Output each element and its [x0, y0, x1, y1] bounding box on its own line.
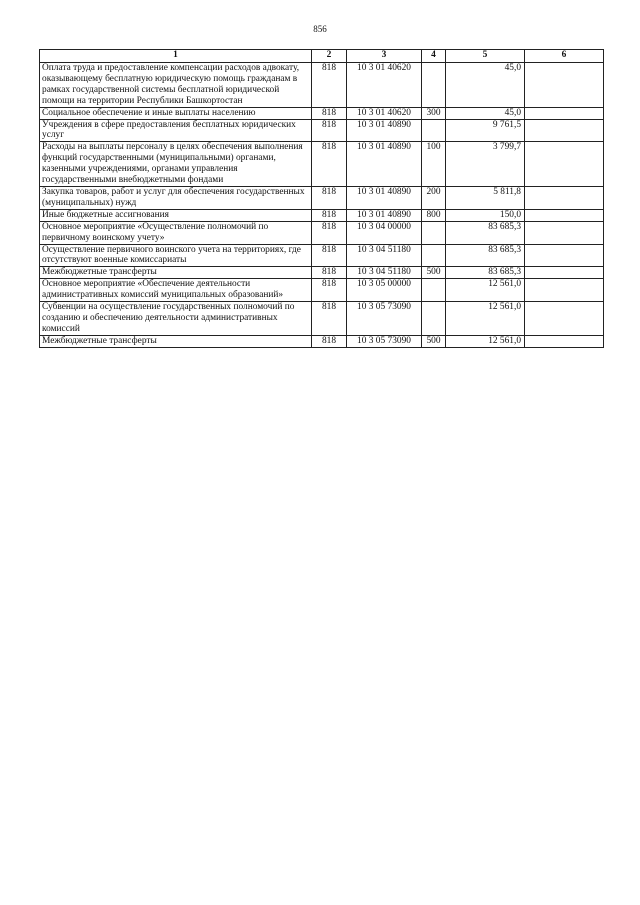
row-expense-type: [422, 119, 446, 142]
row-department-code: 818: [312, 119, 347, 142]
row-col6: [525, 63, 604, 108]
row-department-code: 818: [312, 107, 347, 119]
row-amount: 83 685,3: [446, 221, 525, 244]
row-department-code: 818: [312, 244, 347, 267]
row-col6: [525, 142, 604, 187]
row-expense-type: [422, 244, 446, 267]
row-col6: [525, 302, 604, 336]
row-expense-type: 500: [422, 267, 446, 279]
row-target-article: 10 3 05 00000: [347, 279, 422, 302]
row-col6: [525, 107, 604, 119]
table-header-row: [40, 50, 604, 63]
table-row: [40, 186, 604, 209]
budget-table: [39, 49, 604, 348]
row-expense-type: 800: [422, 209, 446, 221]
row-amount: 12 561,0: [446, 302, 525, 336]
row-target-article: 10 3 01 40890: [347, 209, 422, 221]
row-target-article: 10 3 05 73090: [347, 302, 422, 336]
row-name: Межбюджетные трансферты: [40, 267, 312, 279]
row-target-article: 10 3 04 51180: [347, 267, 422, 279]
table-row: [40, 335, 604, 347]
table-row: [40, 209, 604, 221]
row-department-code: 818: [312, 279, 347, 302]
row-name: Осуществление первичного воинского учета на территориях, где отсутствуют военные комиссариаты: [40, 244, 312, 267]
row-target-article: 10 3 05 73090: [347, 335, 422, 347]
row-expense-type: [422, 302, 446, 336]
row-name: Оплата труда и предоставление компенсации расходов адвокату, оказывающему бесплатную юридическую помощь гражданам в рамках государственной системы бесплатной юридической помощи на территории Республики Башкортостан: [40, 63, 312, 108]
row-amount: 45,0: [446, 63, 525, 108]
table-row: [40, 63, 604, 108]
table-row: [40, 107, 604, 119]
row-expense-type: [422, 63, 446, 108]
table-row: [40, 279, 604, 302]
row-col6: [525, 221, 604, 244]
row-department-code: 818: [312, 302, 347, 336]
table-row: [40, 119, 604, 142]
row-department-code: 818: [312, 209, 347, 221]
row-department-code: 818: [312, 186, 347, 209]
row-department-code: 818: [312, 335, 347, 347]
row-amount: 45,0: [446, 107, 525, 119]
row-col6: [525, 186, 604, 209]
row-col6: [525, 335, 604, 347]
column-header-6: 6: [525, 50, 604, 63]
row-expense-type: [422, 279, 446, 302]
row-target-article: 10 3 04 00000: [347, 221, 422, 244]
row-amount: 83 685,3: [446, 244, 525, 267]
row-expense-type: 200: [422, 186, 446, 209]
row-col6: [525, 267, 604, 279]
row-amount: 83 685,3: [446, 267, 525, 279]
row-amount: 3 799,7: [446, 142, 525, 187]
row-amount: 9 761,5: [446, 119, 525, 142]
table-row: [40, 221, 604, 244]
table-row: [40, 302, 604, 336]
row-expense-type: 500: [422, 335, 446, 347]
row-target-article: 10 3 04 51180: [347, 244, 422, 267]
row-target-article: 10 3 01 40890: [347, 186, 422, 209]
row-col6: [525, 279, 604, 302]
row-amount: 150,0: [446, 209, 525, 221]
row-col6: [525, 119, 604, 142]
row-expense-type: 300: [422, 107, 446, 119]
row-target-article: 10 3 01 40620: [347, 107, 422, 119]
column-header-2: 2: [312, 50, 347, 63]
table-row: [40, 244, 604, 267]
row-col6: [525, 244, 604, 267]
row-name: Закупка товаров, работ и услуг для обеспечения государственных (муниципальных) нужд: [40, 186, 312, 209]
row-expense-type: 100: [422, 142, 446, 187]
row-name: Расходы на выплаты персоналу в целях обеспечения выполнения функций государственными (муниципальными) органами, казенными учреждениями, органами управления государственными внебюджетными фондами: [40, 142, 312, 187]
row-expense-type: [422, 221, 446, 244]
row-department-code: 818: [312, 63, 347, 108]
row-name: Иные бюджетные ассигнования: [40, 209, 312, 221]
row-name: Субвенции на осуществление государственных полномочий по созданию и обеспечению деятельности административных комиссий: [40, 302, 312, 336]
column-header-5: 5: [446, 50, 525, 63]
row-amount: 12 561,0: [446, 335, 525, 347]
table-row: [40, 142, 604, 187]
row-department-code: 818: [312, 142, 347, 187]
row-name: Социальное обеспечение и иные выплаты населению: [40, 107, 312, 119]
row-target-article: 10 3 01 40890: [347, 119, 422, 142]
column-header-1: 1: [40, 50, 312, 63]
row-amount: 12 561,0: [446, 279, 525, 302]
page-number: 856: [313, 24, 327, 34]
row-target-article: 10 3 01 40620: [347, 63, 422, 108]
column-header-3: 3: [347, 50, 422, 63]
row-name: Основное мероприятие «Обеспечение деятельности административных комиссий муниципальных образований»: [40, 279, 312, 302]
row-name: Основное мероприятие «Осуществление полномочий по первичному воинскому учету»: [40, 221, 312, 244]
table-row: [40, 267, 604, 279]
row-name: Межбюджетные трансферты: [40, 335, 312, 347]
row-name: Учреждения в сфере предоставления бесплатных юридических услуг: [40, 119, 312, 142]
row-target-article: 10 3 01 40890: [347, 142, 422, 187]
row-department-code: 818: [312, 221, 347, 244]
row-amount: 5 811,8: [446, 186, 525, 209]
column-header-4: 4: [422, 50, 446, 63]
row-col6: [525, 209, 604, 221]
row-department-code: 818: [312, 267, 347, 279]
